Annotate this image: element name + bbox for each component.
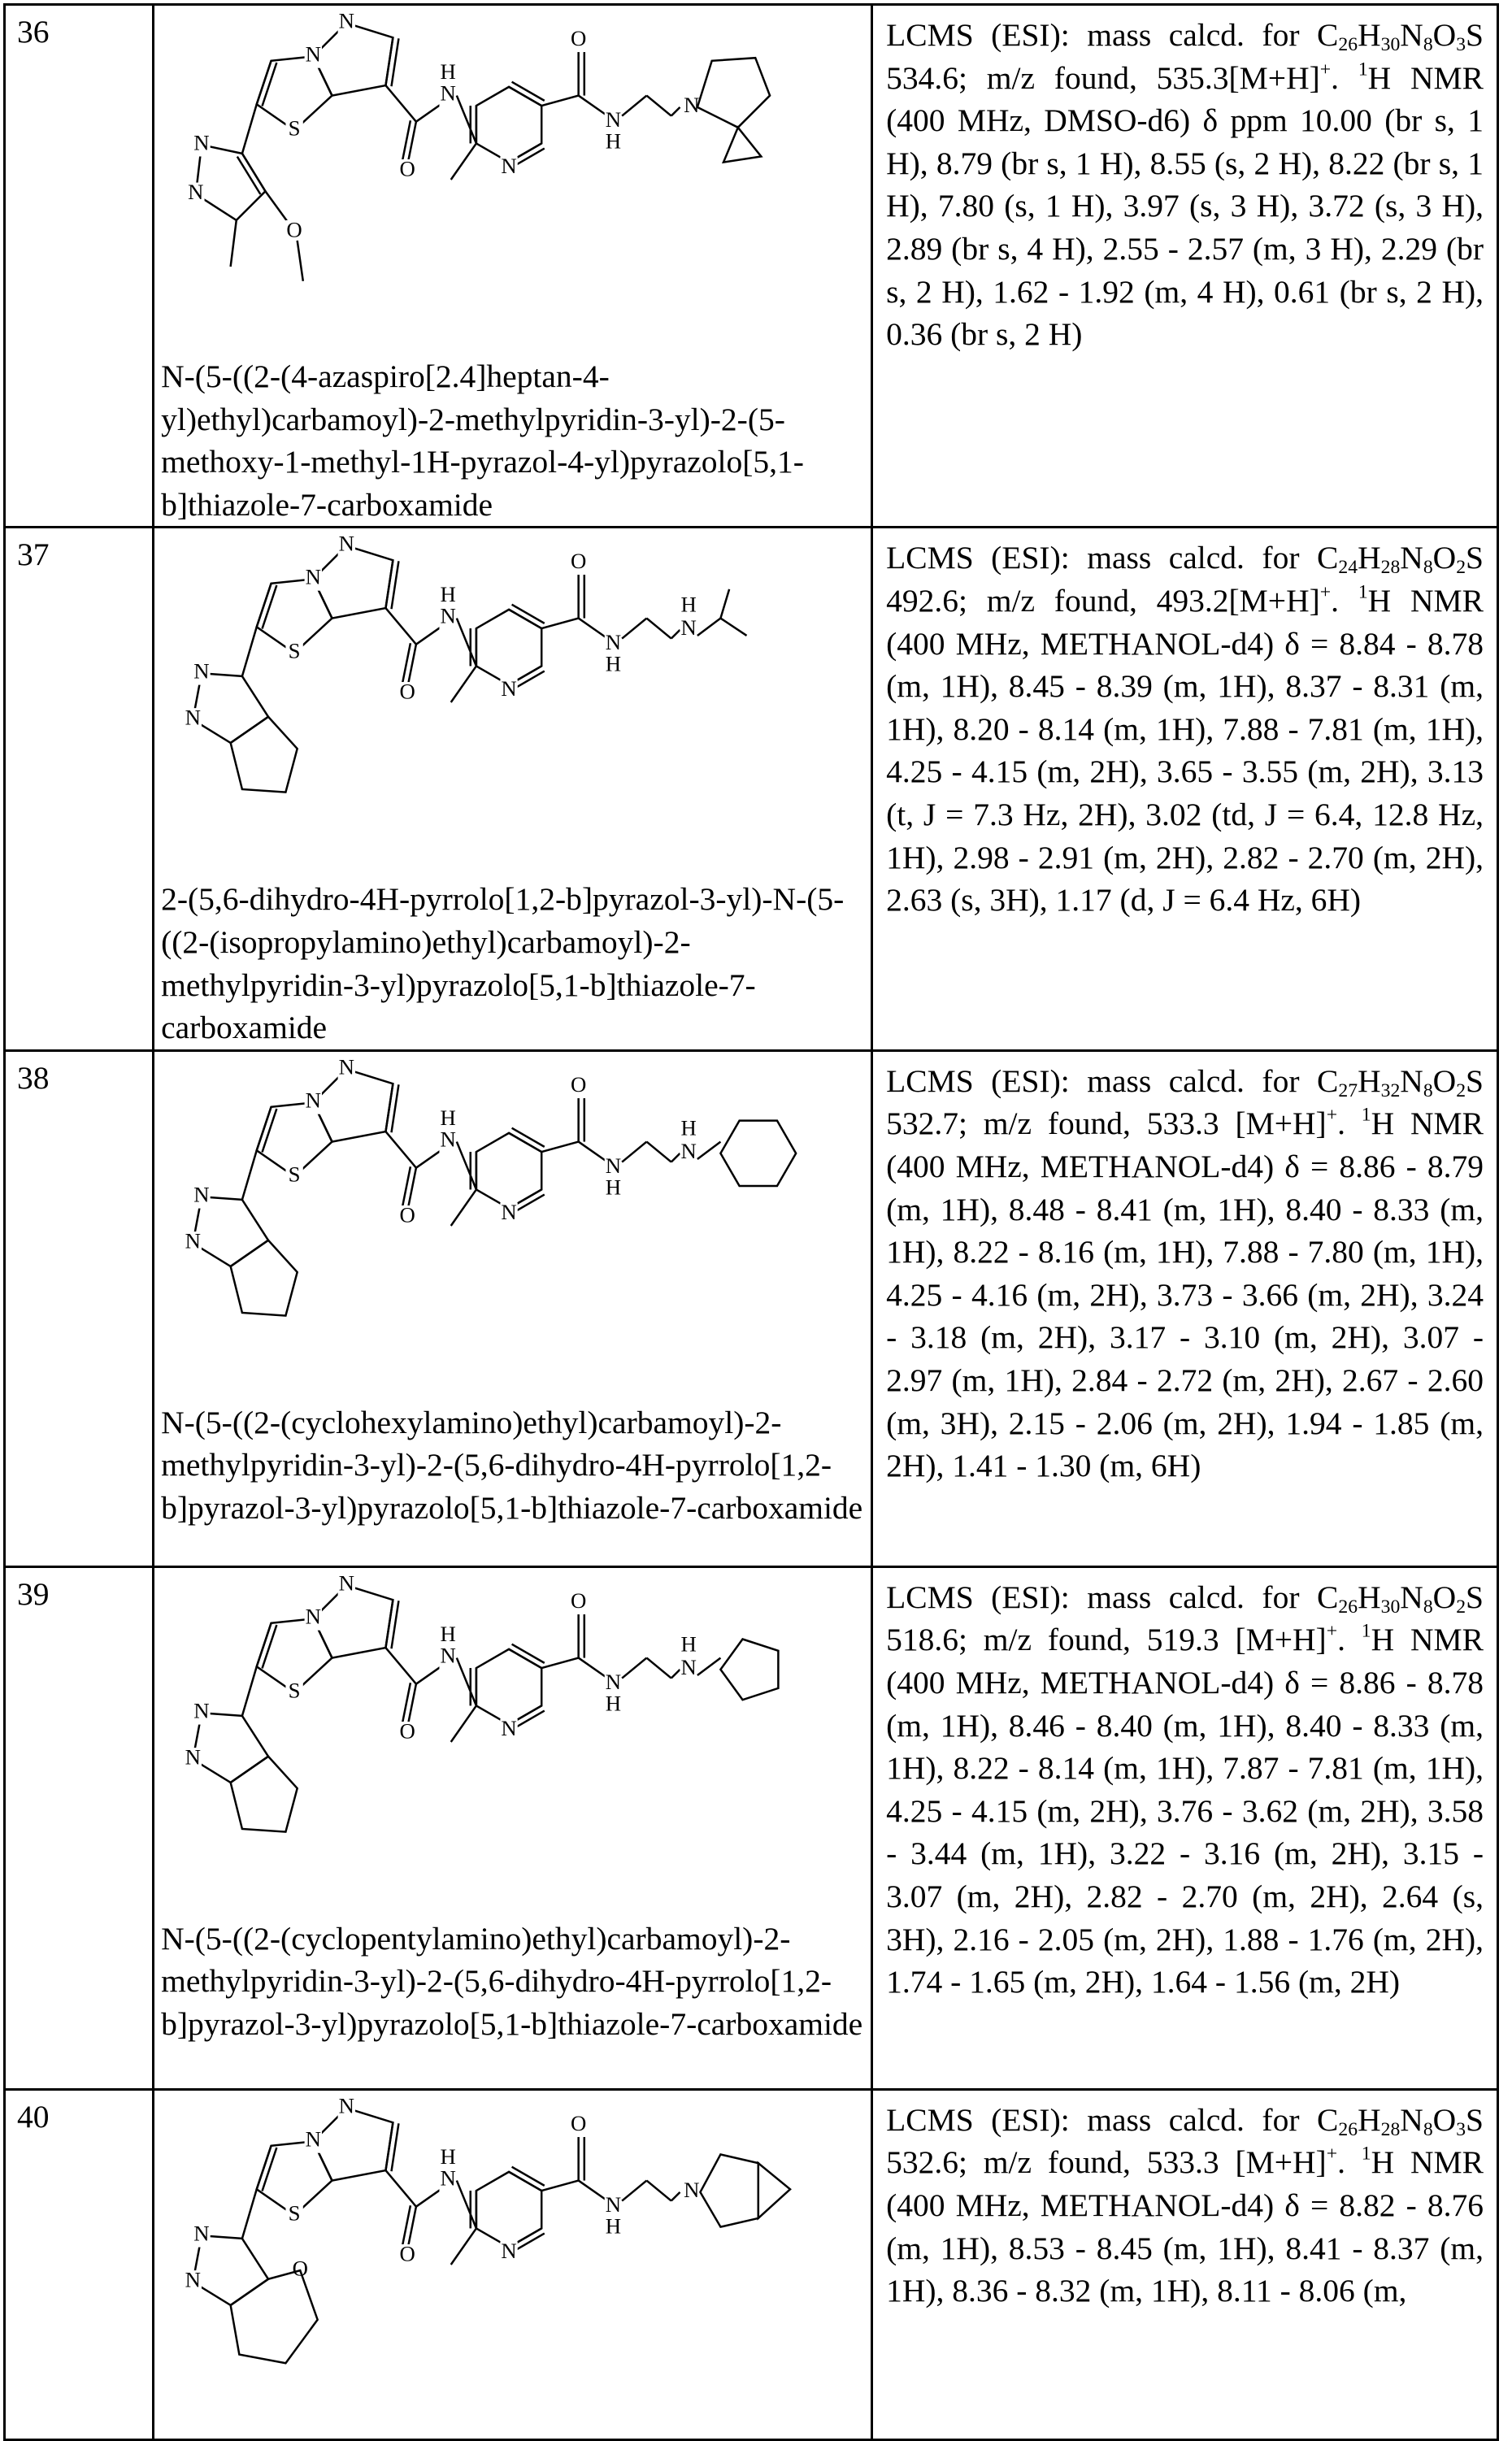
compound-table: [3, 3, 1499, 2441]
nmr-data: H NMR (400 MHz, METHANOL-d4) δ = 8.86 - 8.79 (m, 1H), 8.48 - 8.41 (m, 1H), 8.40 - 8.33 (m, 1H), 8.22 - 8.16 (m, 1H), 7.88 - 7.80 (m, 1H), 4.25 - 4.16 (m, 2H), 3.73 - 3.66 (m, 2H), 3.24 - 3.18 (m, 2H), 3.17 - 3.10 (m, 2H), 3.07 - 2.97 (m, 1H), 2.84 - 2.72 (m, 2H), 2.67 - 2.60 (m, 3H), 2.15 - 2.06 (m, 2H), 1.94 - 1.85 (m, 2H), 1.41 - 1.30 (m, 6H): [886, 1105, 1484, 1483]
atom-label: N: [193, 1182, 209, 1206]
atom-label: N: [606, 2192, 621, 2217]
lcms-mass: 532.7; m/z found, 533.3 [M+H]: [886, 1105, 1327, 1141]
atom-label: N: [185, 706, 201, 730]
atom-label: N: [339, 9, 354, 33]
atom-label: N: [501, 2239, 516, 2263]
atom-label: N: [306, 1088, 321, 1112]
atom-label: O: [400, 156, 415, 180]
atom-label: N: [501, 154, 516, 178]
atom-label: H: [681, 593, 697, 617]
formula-subscript: 8: [1423, 1596, 1433, 1618]
formula-element: H: [1358, 17, 1381, 53]
analytical-data: [872, 1566, 1498, 2089]
formula-subscript: 3: [1456, 2119, 1466, 2140]
formula-element: S: [1466, 2102, 1484, 2138]
formula-subscript: 26: [1338, 1596, 1358, 1618]
separator: .: [1337, 1622, 1362, 1657]
formula-subscript: 2: [1456, 557, 1466, 578]
table-row: [5, 2089, 1498, 2439]
atom-label: N: [501, 1716, 516, 1740]
atom-label: O: [571, 549, 586, 573]
atom-label: N: [606, 1670, 621, 1694]
atom-label: S: [289, 1678, 301, 1702]
atom-label: N: [306, 1604, 321, 1628]
formula-subscript: 28: [1381, 557, 1401, 578]
compound-name: N-(5-((2-(cyclopentylamino)ethyl)carbamoyl)-2-methylpyridin-3-yl)-2-(5,6-dihydro-4H-pyrrolo[1,2-b]pyrazol-3-yl)pyrazolo[5,1-b]thiazole-7-carboxamide: [161, 1918, 864, 2046]
atom-label: N: [185, 1228, 201, 1253]
formula-subscript: 26: [1338, 34, 1358, 55]
chemical-structure: [161, 528, 864, 876]
formula-subscript: 30: [1381, 1596, 1401, 1618]
chemical-structure: [161, 1568, 864, 1916]
separator: .: [1337, 2144, 1362, 2180]
table-row: [5, 1050, 1498, 1566]
isotope-superscript: 1: [1358, 59, 1368, 80]
formula-element: O: [1433, 1063, 1457, 1099]
atom-label: N: [441, 81, 456, 106]
formula-element: O: [1433, 2102, 1457, 2138]
atom-label: O: [571, 2111, 586, 2135]
atom-label: O: [571, 1588, 586, 1613]
formula-element: S: [1466, 540, 1484, 576]
atom-label: N: [441, 2165, 456, 2190]
formula-element: S: [1466, 1063, 1484, 1099]
compound-number: 36: [5, 5, 154, 528]
ion-charge: +: [1327, 1105, 1337, 1126]
isotope-superscript: 1: [1362, 1621, 1371, 1642]
formula-element: C: [1317, 2102, 1338, 2138]
atom-label: S: [289, 1162, 301, 1186]
formula-element: N: [1400, 1579, 1423, 1615]
formula-element: C: [1317, 1579, 1338, 1615]
ion-charge: +: [1327, 2143, 1337, 2165]
structure-cell: [154, 2089, 872, 2439]
separator: .: [1331, 60, 1358, 96]
compound-number: 37: [5, 528, 154, 1050]
atom-label: N: [441, 604, 456, 628]
atom-label: N: [339, 2093, 354, 2117]
analytical-data: [872, 5, 1498, 528]
atom-label: S: [289, 2200, 301, 2225]
structure-cell: [154, 1050, 872, 1566]
formula-subscript: 8: [1423, 2119, 1433, 2140]
atom-label: S: [289, 116, 301, 141]
atom-label: O: [400, 1202, 415, 1227]
compound-number: 38: [5, 1050, 154, 1566]
atom-label: N: [441, 1643, 456, 1667]
atom-label: O: [293, 2256, 308, 2280]
analytical-data: [872, 528, 1498, 1050]
formula-subscript: 30: [1381, 34, 1401, 55]
formula-element: H: [1358, 2102, 1381, 2138]
atom-label: N: [193, 1698, 209, 1722]
structure-cell: [154, 1566, 872, 2089]
atom-label: N: [193, 130, 209, 154]
compound-name: N-(5-((2-(cyclohexylamino)ethyl)carbamoyl)-2-methylpyridin-3-yl)-2-(5,6-dihydro-4H-pyrrolo[1,2-b]pyrazol-3-yl)pyrazolo[5,1-b]thiazole-7-carboxamide: [161, 1401, 864, 1530]
atom-label: O: [400, 2241, 415, 2265]
formula-element: H: [1358, 540, 1381, 576]
formula-subscript: 2: [1456, 1596, 1466, 1618]
formula-element: C: [1317, 1063, 1338, 1099]
formula-element: C: [1317, 540, 1338, 576]
formula-subscript: 2: [1456, 1080, 1466, 1101]
atom-label: N: [339, 1570, 354, 1595]
formula-element: O: [1433, 540, 1457, 576]
formula-element: N: [1400, 540, 1423, 576]
formula-element: C: [1317, 17, 1338, 53]
formula-subscript: 26: [1338, 2119, 1358, 2140]
ion-charge: +: [1320, 581, 1331, 602]
ion-charge: +: [1327, 1621, 1337, 1642]
atom-label: H: [606, 2213, 621, 2238]
atom-label: H: [681, 1115, 697, 1140]
separator: .: [1337, 1105, 1362, 1141]
formula-element: S: [1466, 1579, 1484, 1615]
analytical-data: [872, 1050, 1498, 1566]
table-row: [5, 5, 1498, 528]
chemical-structure: [161, 6, 864, 354]
atom-label: N: [501, 676, 516, 701]
structure-cell: [154, 528, 872, 1050]
isotope-superscript: 1: [1362, 1105, 1371, 1126]
atom-label: O: [571, 1072, 586, 1097]
isotope-superscript: 1: [1358, 581, 1368, 602]
lcms-prefix: LCMS (ESI): mass calcd. for: [886, 1063, 1317, 1099]
compound-number: 39: [5, 1566, 154, 2089]
lcms-mass: 532.6; m/z found, 533.3 [M+H]: [886, 2144, 1327, 2180]
formula-element: O: [1433, 1579, 1457, 1615]
formula-subscript: 24: [1338, 557, 1358, 578]
atom-label: H: [606, 129, 621, 154]
nmr-data: H NMR (400 MHz, METHANOL-d4) δ = 8.86 - 8.78 (m, 1H), 8.46 - 8.40 (m, 1H), 8.40 - 8.33 (m, 1H), 8.22 - 8.14 (m, 1H), 7.87 - 7.81 (m, 1H), 4.25 - 4.15 (m, 2H), 3.76 - 3.62 (m, 2H), 3.58 - 3.44 (m, 1H), 3.22 - 3.16 (m, 2H), 3.15 - 3.07 (m, 2H), 2.82 - 2.70 (m, 2H), 2.64 (s, 3H), 2.16 - 2.05 (m, 2H), 1.88 - 1.76 (m, 2H), 1.74 - 1.65 (m, 2H), 1.64 - 1.56 (m, 2H): [886, 1622, 1484, 2000]
lcms-prefix: LCMS (ESI): mass calcd. for: [886, 540, 1317, 576]
atom-label: H: [606, 1175, 621, 1199]
atom-label: N: [501, 1200, 516, 1224]
atom-label: N: [684, 2178, 699, 2202]
formula-element: N: [1400, 2102, 1423, 2138]
atom-label: H: [441, 582, 456, 606]
atom-label: H: [606, 652, 621, 676]
lcms-prefix: LCMS (ESI): mass calcd. for: [886, 2102, 1317, 2138]
formula-element: S: [1466, 17, 1484, 53]
atom-label: N: [185, 2267, 201, 2291]
analytical-data: [872, 2089, 1498, 2439]
atom-label: N: [306, 2126, 321, 2151]
formula-subscript: 8: [1423, 1080, 1433, 1101]
atom-label: H: [441, 1105, 456, 1130]
atom-label: O: [287, 217, 302, 241]
formula-subscript: 8: [1423, 34, 1433, 55]
lcms-prefix: LCMS (ESI): mass calcd. for: [886, 17, 1317, 53]
lcms-mass: 534.6; m/z found, 535.3[M+H]: [886, 60, 1320, 96]
atom-label: N: [193, 2221, 209, 2245]
table-row: [5, 1566, 1498, 2089]
separator: .: [1331, 583, 1358, 619]
formula-subscript: 27: [1338, 1080, 1358, 1101]
structure-cell: [154, 5, 872, 528]
atom-label: N: [193, 659, 209, 684]
atom-label: N: [339, 532, 354, 556]
atom-label: N: [339, 1054, 354, 1079]
formula-element: H: [1358, 1063, 1381, 1099]
formula-subscript: 32: [1381, 1080, 1401, 1101]
formula-element: O: [1433, 17, 1457, 53]
lcms-prefix: LCMS (ESI): mass calcd. for: [886, 1579, 1317, 1615]
nmr-data: H NMR (400 MHz, METHANOL-d4) δ = 8.84 - 8.78 (m, 1H), 8.45 - 8.39 (m, 1H), 8.37 - 8.31 (m, 1H), 8.20 - 8.14 (m, 1H), 7.88 - 7.81 (m, 1H), 4.25 - 4.15 (m, 2H), 3.65 - 3.55 (m, 2H), 3.13 (t, J = 7.3 Hz, 2H), 3.02 (td, J = 6.4, 12.8 Hz, 1H), 2.98 - 2.91 (m, 2H), 2.82 - 2.70 (m, 2H), 2.63 (s, 3H), 1.17 (d, J = 6.4 Hz, 6H): [886, 583, 1484, 918]
isotope-superscript: 1: [1362, 2143, 1371, 2165]
chemical-structure: [161, 2091, 864, 2439]
atom-label: N: [606, 630, 621, 654]
atom-label: H: [681, 1631, 697, 1656]
ion-charge: +: [1320, 59, 1331, 80]
compound-name: N-(5-((2-(4-azaspiro[2.4]heptan-4-yl)ethyl)carbamoyl)-2-methylpyridin-3-yl)-2-(5-methoxy-1-methyl-1H-pyrazol-4-yl)pyrazolo[5,1-b]thiazole-7-carboxamide: [161, 355, 864, 526]
compound-number: 40: [5, 2089, 154, 2439]
formula-element: H: [1358, 1579, 1381, 1615]
formula-subscript: 28: [1381, 2119, 1401, 2140]
lcms-mass: 492.6; m/z found, 493.2[M+H]: [886, 583, 1320, 619]
atom-label: H: [441, 2144, 456, 2169]
atom-label: O: [400, 680, 415, 704]
atom-label: N: [441, 1127, 456, 1151]
formula-subscript: 8: [1423, 557, 1433, 578]
atom-label: O: [400, 1718, 415, 1743]
formula-element: N: [1400, 17, 1423, 53]
atom-label: N: [188, 180, 203, 204]
atom-label: H: [441, 59, 456, 84]
atom-label: N: [681, 615, 697, 640]
nmr-data: H NMR (400 MHz, METHANOL-d4) δ = 8.82 - 8.76 (m, 1H), 8.53 - 8.45 (m, 1H), 8.41 - 8.37 (m, 1H), 8.36 - 8.32 (m, 1H), 8.11 - 8.06 (m,: [886, 2144, 1484, 2309]
atom-label: S: [289, 639, 301, 663]
lcms-mass: 518.6; m/z found, 519.3 [M+H]: [886, 1622, 1327, 1657]
atom-label: N: [606, 1153, 621, 1178]
table-row: [5, 528, 1498, 1050]
formula-subscript: 3: [1456, 34, 1466, 55]
atom-label: O: [571, 26, 586, 50]
chemical-structure: [161, 1052, 864, 1400]
atom-label: N: [681, 1139, 697, 1163]
formula-element: N: [1400, 1063, 1423, 1099]
atom-label: N: [681, 1655, 697, 1679]
atom-label: H: [606, 1691, 621, 1715]
atom-label: N: [306, 42, 321, 67]
atom-label: N: [185, 1744, 201, 1769]
atom-label: H: [441, 1622, 456, 1646]
atom-label: N: [306, 565, 321, 589]
atom-label: N: [684, 93, 699, 117]
nmr-data: H NMR (400 MHz, DMSO-d6) δ ppm 10.00 (br s, 1 H), 8.79 (br s, 1 H), 8.55 (s, 2 H), 8.22 (br s, 1 H), 7.80 (s, 1 H), 3.97 (s, 3 H), 3.72 (s, 3 H), 2.89 (br s, 4 H), 2.55 - 2.57 (m, 3 H), 2.29 (br s, 2 H), 1.62 - 1.92 (m, 4 H), 0.61 (br s, 2 H), 0.36 (br s, 2 H): [886, 60, 1484, 353]
compound-name: 2-(5,6-dihydro-4H-pyrrolo[1,2-b]pyrazol-3-yl)-N-(5-((2-(isopropylamino)ethyl)carbamoyl)-2-methylpyridin-3-yl)pyrazolo[5,1-b]thiazole-7-carboxamide: [161, 878, 864, 1049]
atom-label: N: [606, 107, 621, 132]
